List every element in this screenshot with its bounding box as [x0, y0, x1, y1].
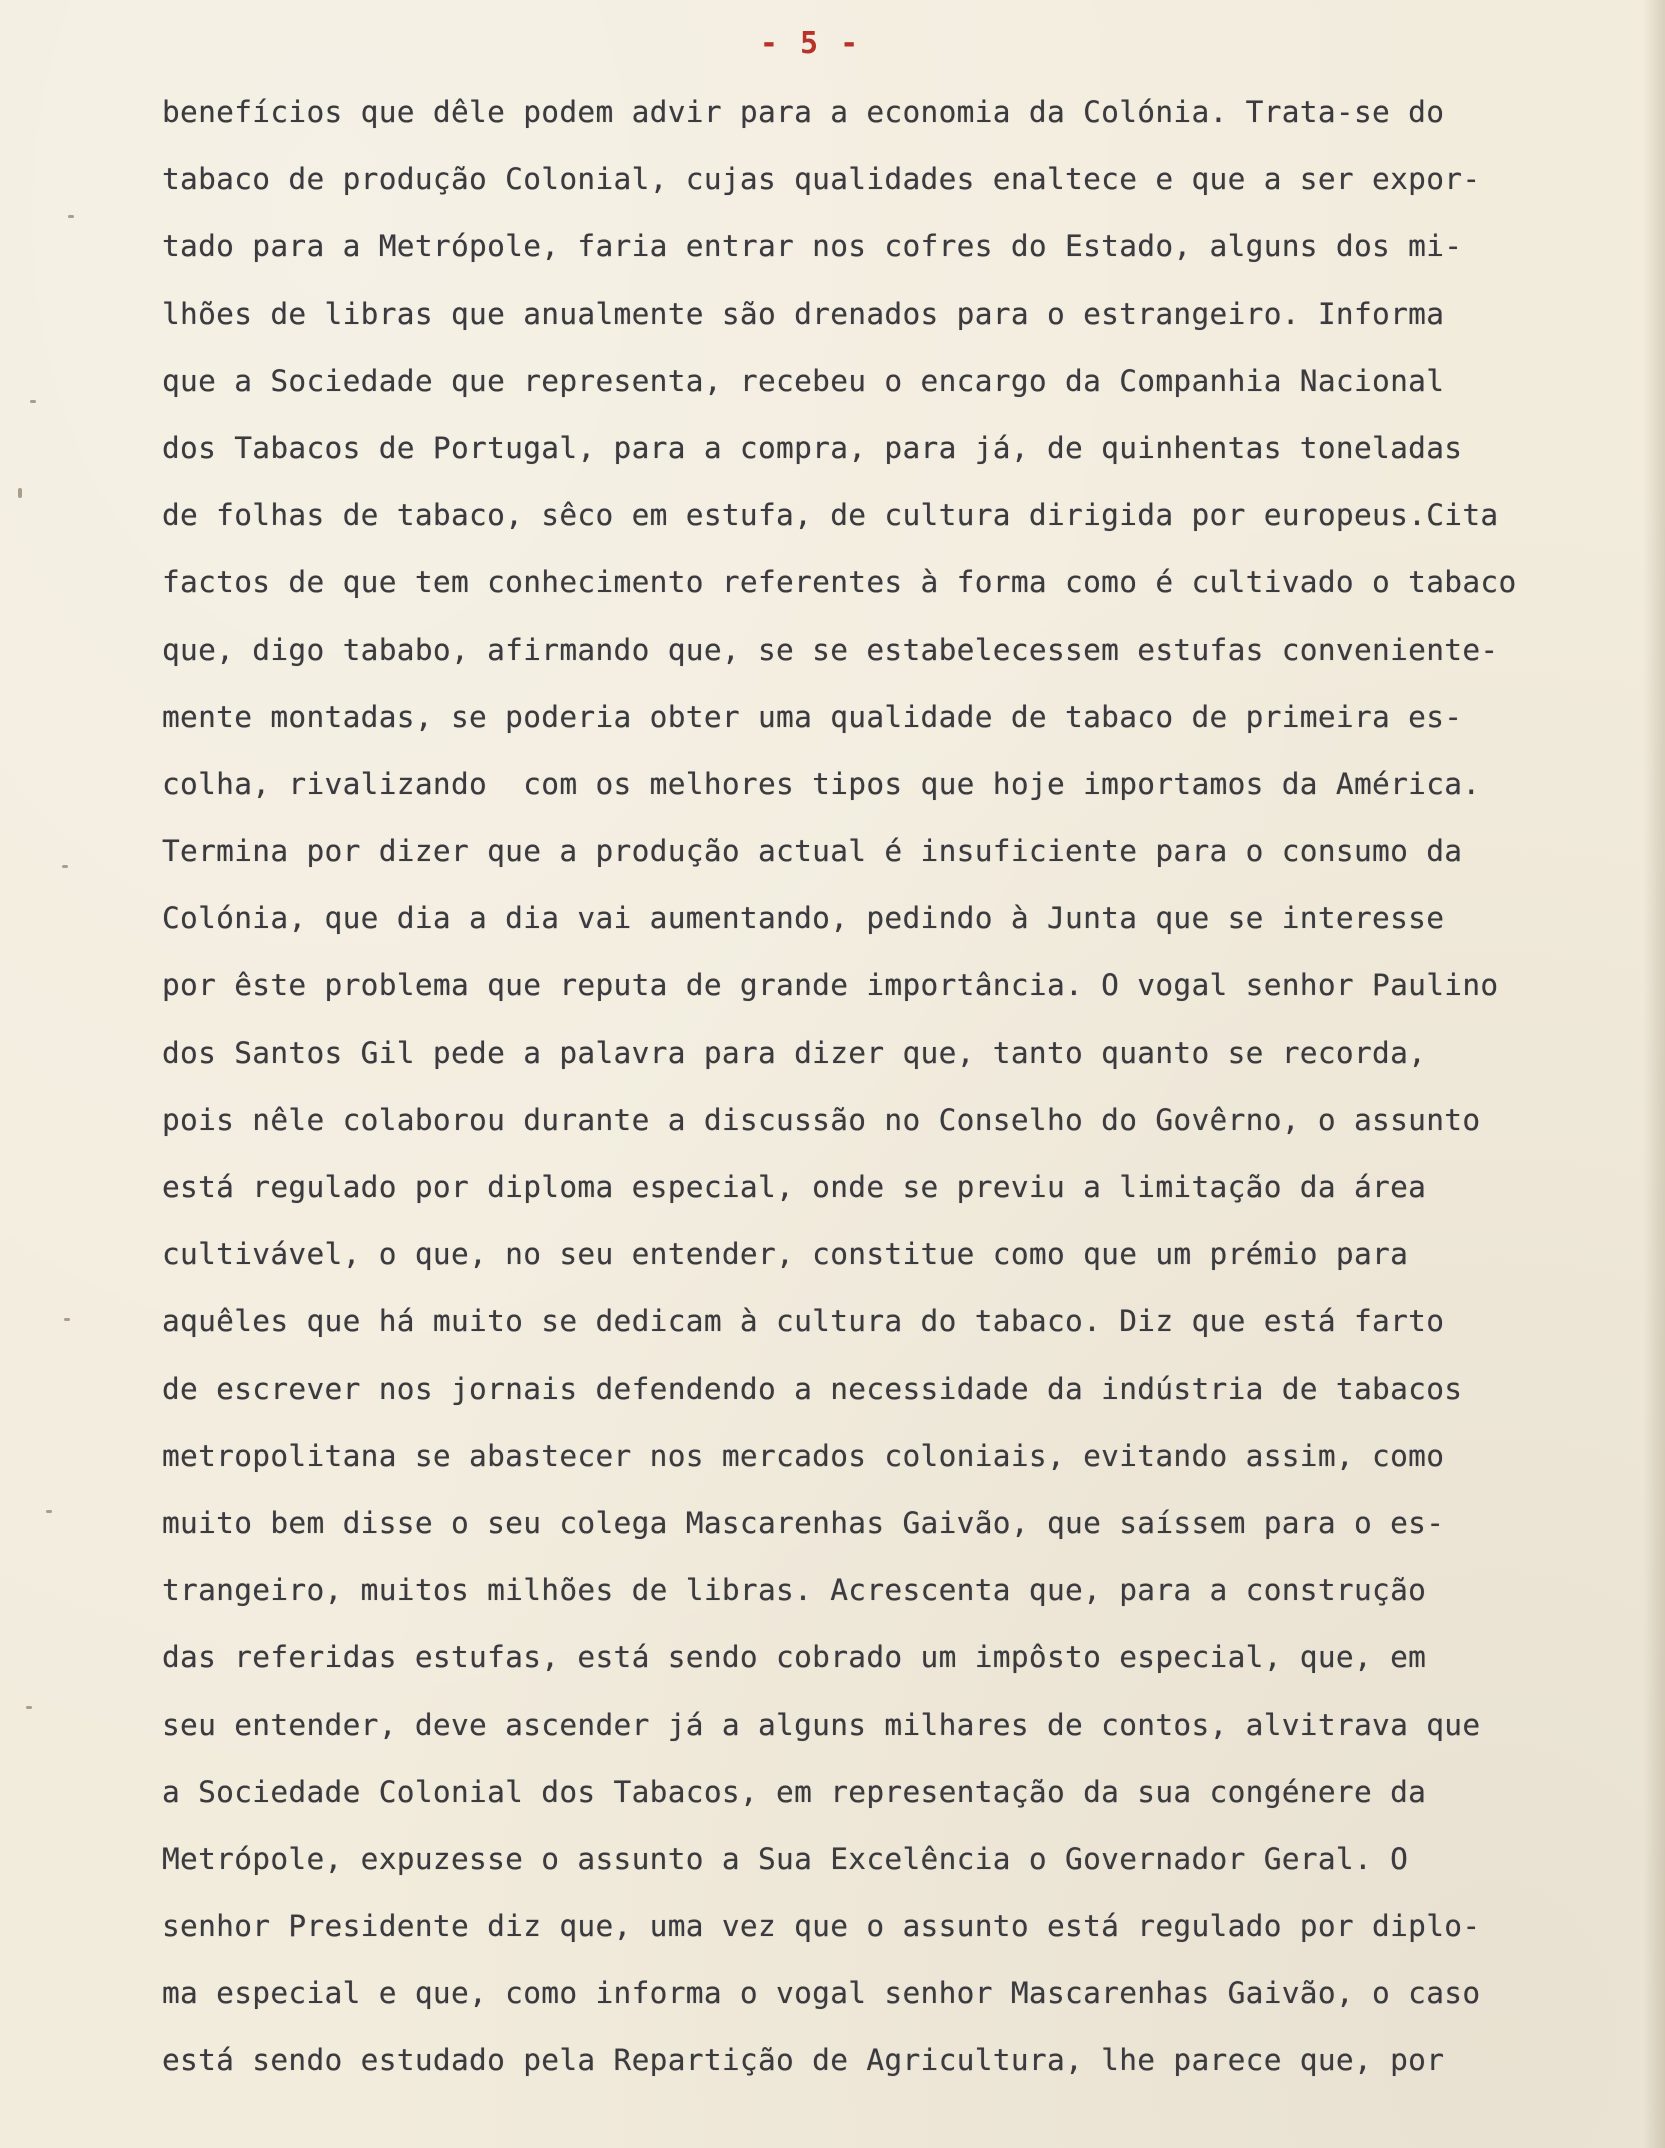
text-line: de folhas de tabaco, sêco em estufa, de cultura dirigida por europeus.Cita — [162, 498, 1499, 533]
text-line: ma especial e que, como informa o vogal senhor Mascarenhas Gaivão, o caso — [162, 1976, 1481, 2011]
text-line: colha, rivalizando com os melhores tipos que hoje importamos da América. — [162, 766, 1481, 801]
text-line: muito bem disse o seu colega Mascarenhas Gaivão, que saíssem para o es- — [162, 1505, 1445, 1540]
page-number: - 5 - — [759, 26, 861, 61]
text-line: dos Tabacos de Portugal, para a compra, para já, de quinhentas toneladas — [162, 430, 1463, 465]
text-line: factos de que tem conhecimento referentes à forma como é cultivado o tabaco — [162, 565, 1517, 600]
text-line: de escrever nos jornais defendendo a necessidade da indústria de tabacos — [162, 1371, 1463, 1406]
paper-speck — [18, 488, 22, 498]
text-line: benefícios que dêle podem advir para a economia da Colónia. Trata-se do — [162, 95, 1445, 129]
text-line: trangeiro, muitos milhões de libras. Acrescenta que, para a construção — [162, 1573, 1427, 1608]
text-line: Colónia, que dia a dia vai aumentando, pedindo à Junta que se interesse — [162, 901, 1445, 936]
paper-speck — [68, 215, 74, 218]
text-line: está sendo estudado pela Repartição de Agricultura, lhe parece que, por — [162, 2043, 1445, 2078]
text-line: que a Sociedade que representa, recebeu o encargo da Companhia Nacional — [162, 363, 1445, 398]
text-line: dos Santos Gil pede a palavra para dizer que, tanto quanto se recorda, — [162, 1035, 1427, 1070]
text-line: aquêles que há muito se dedicam à cultura do tabaco. Diz que está farto — [162, 1304, 1445, 1339]
text-line: lhões de libras que anualmente são drenados para o estrangeiro. Informa — [162, 296, 1445, 331]
text-line: está regulado por diploma especial, onde se previu a limitação da área — [162, 1170, 1427, 1204]
text-line: tabaco de produção Colonial, cujas qualidades enaltece e que a ser expor- — [162, 162, 1481, 197]
paper-speck — [64, 1318, 70, 1321]
paper-speck — [26, 1706, 32, 1709]
text-line: Metrópole, expuzesse o assunto a Sua Excelência o Governador Geral. O — [162, 1841, 1409, 1876]
text-line: metropolitana se abastecer nos mercados coloniais, evitando assim, como — [162, 1438, 1445, 1473]
text-line: mente montadas, se poderia obter uma qualidade de tabaco de primeira es- — [162, 699, 1463, 734]
paper-speck — [46, 1510, 52, 1513]
text-line: a Sociedade Colonial dos Tabacos, em representação da sua congénere da — [162, 1774, 1427, 1809]
text-line: tado para a Metrópole, faria entrar nos cofres do Estado, alguns dos mi- — [162, 229, 1463, 264]
paper-speck — [30, 400, 36, 403]
text-line: por êste problema que reputa de grande importância. O vogal senhor Paulino — [162, 968, 1499, 1003]
paper-speck — [62, 865, 68, 868]
text-line: das referidas estufas, está sendo cobrado um impôsto especial, que, em — [162, 1640, 1427, 1675]
text-line: que, digo tababo, afirmando que, se se estabelecessem estufas conveniente- — [162, 632, 1499, 667]
text-line: cultivável, o que, no seu entender, constitue como que um prémio para — [162, 1237, 1409, 1272]
text-line: senhor Presidente diz que, uma vez que o assunto está regulado por diplo- — [162, 1909, 1481, 1944]
text-line: pois nêle colaborou durante a discussão no Conselho do Govêrno, o assunto — [162, 1102, 1481, 1137]
text-line: seu entender, deve ascender já a alguns milhares de contos, alvitrava que — [162, 1707, 1481, 1742]
typed-text-body — [162, 92, 1652, 2108]
text-line: Termina por dizer que a produção actual é insuficiente para o consumo da — [162, 834, 1463, 869]
